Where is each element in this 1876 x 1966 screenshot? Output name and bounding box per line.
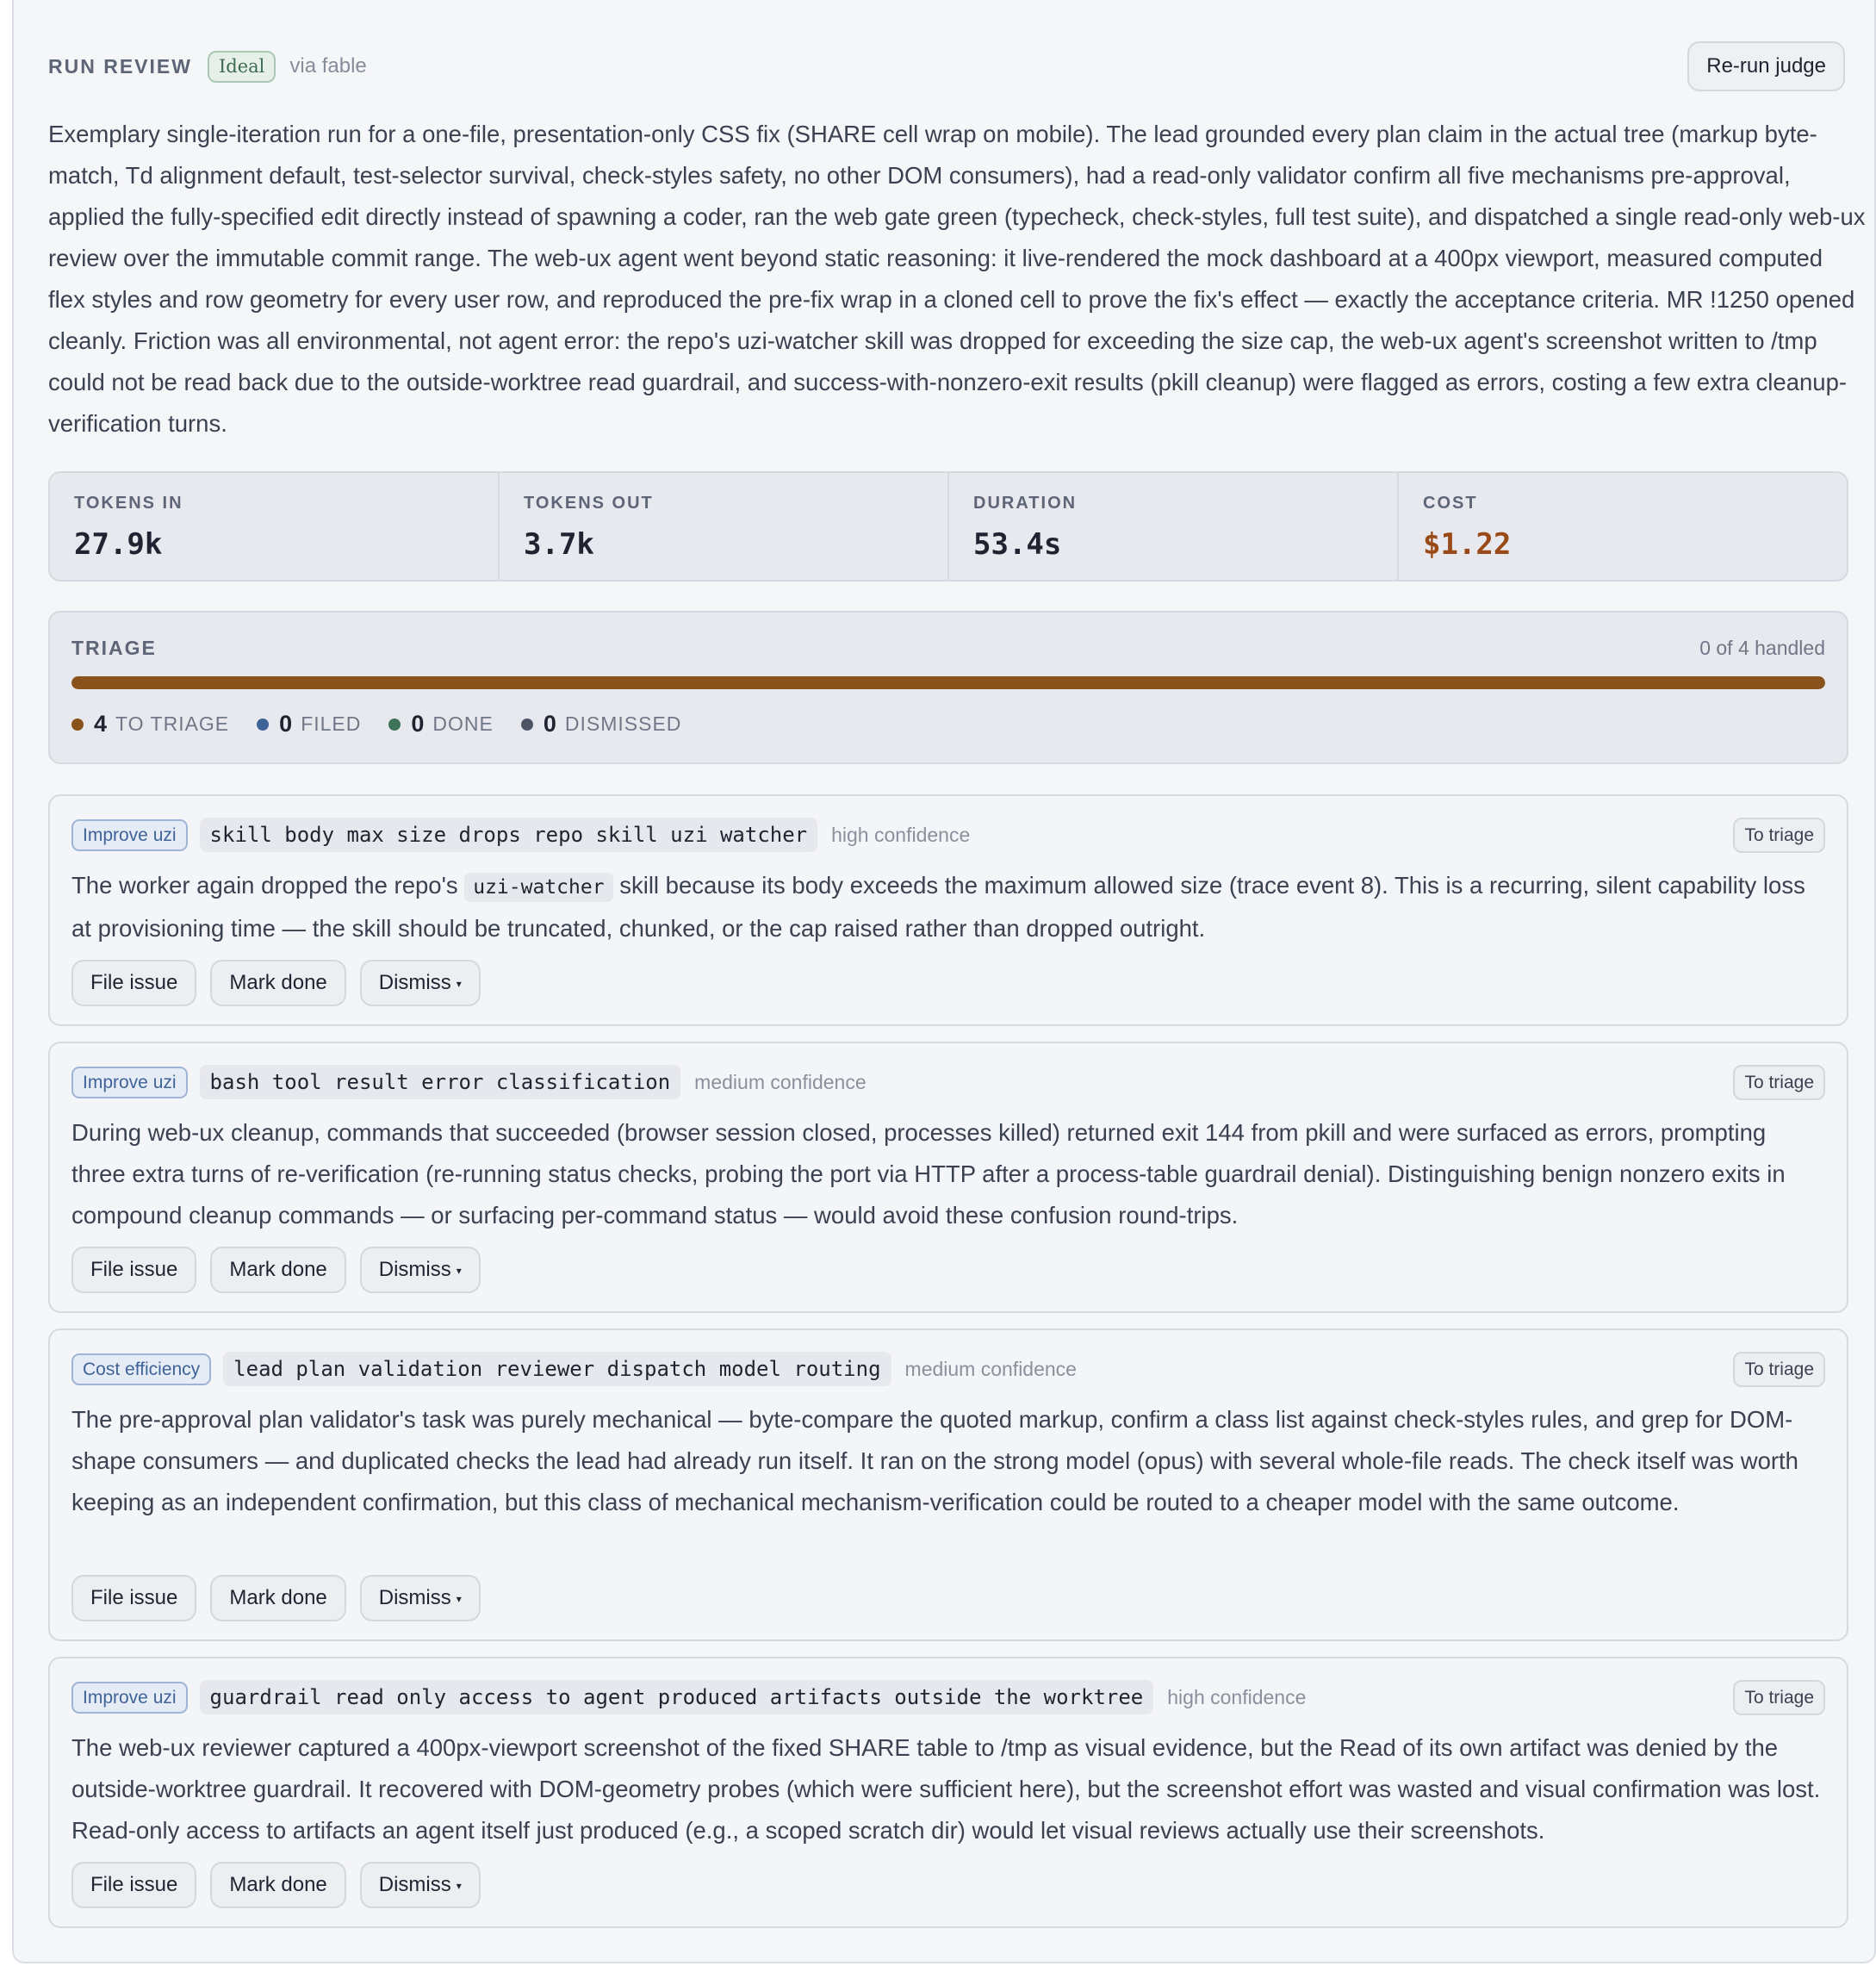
stat-tokens-out	[498, 473, 947, 580]
finding-category-tag: Cost efficiency	[71, 1353, 211, 1385]
triage-handled-count: 0 of 4 handled	[1699, 637, 1825, 659]
finding-status-badge: To triage	[1733, 1352, 1825, 1387]
finding-actions	[71, 1862, 481, 1908]
dismiss-button[interactable]	[360, 1862, 481, 1908]
stat-label: TOKENS OUT	[524, 494, 654, 513]
finding-category-tag: Improve uzi	[71, 1682, 188, 1714]
finding-slug: guardrail read only access to agent produced artifacts outside the worktree	[200, 1680, 1154, 1714]
finding-actions	[71, 960, 481, 1006]
rerun-judge-button[interactable]: Re-run judge	[1687, 41, 1845, 91]
file-issue-button[interactable]: File issue	[71, 1247, 196, 1293]
stat-value: 53.4s	[973, 527, 1062, 562]
finding-category-tag: Improve uzi	[71, 1067, 188, 1098]
page-title: RUN REVIEW	[48, 54, 192, 78]
finding-header	[71, 1349, 1825, 1389]
finding-status-badge: To triage	[1733, 1680, 1825, 1715]
finding-actions	[71, 1247, 481, 1293]
to-triage-dot-icon	[71, 719, 84, 731]
stat-duration	[947, 473, 1397, 580]
mark-done-button[interactable]: Mark done	[210, 1862, 345, 1908]
dismiss-label: Dismiss	[378, 971, 451, 994]
done-dot-icon	[388, 719, 401, 731]
finding-category-tag: Improve uzi	[71, 819, 188, 851]
triage-legend	[71, 711, 681, 737]
stat-label: TOKENS IN	[74, 494, 183, 513]
legend-label: TO TRIAGE	[115, 712, 230, 735]
legend-count: 4	[94, 711, 108, 737]
file-issue-button[interactable]: File issue	[71, 960, 196, 1006]
stat-value: $1.22	[1423, 527, 1512, 562]
review-header	[48, 45, 1845, 88]
mark-done-button[interactable]: Mark done	[210, 960, 345, 1006]
finding-confidence: medium confidence	[904, 1357, 1077, 1380]
filed-dot-icon	[257, 719, 269, 731]
finding-header	[71, 815, 1825, 855]
description-text: The worker again dropped the repo's	[71, 872, 465, 899]
triage-progress-bar	[71, 676, 1825, 689]
legend-to-triage	[71, 711, 229, 737]
finding-description: During web-ux cleanup, commands that succeeded (browser session closed, processes killed) returned exit 144 from pkill and were surfaced as errors, prompting three extra turns of re-verification (re-running status checks, probing the port via HTTP after a process-table guardrail denial). Distinguishing benign nonzero exits in compound cleanup commands — or surfacing per-command status — would avoid these confusion round-trips.	[71, 1119, 1786, 1229]
finding-description	[71, 865, 1825, 949]
finding-actions	[71, 1575, 481, 1621]
dismiss-label: Dismiss	[378, 1258, 451, 1281]
finding-header	[71, 1677, 1825, 1717]
finding-description: The web-ux reviewer captured a 400px-viewport screenshot of the fixed SHARE table to /tmp as visual evidence, but the Read of its own artifact was denied by the outside-worktree guardrail. It recovered with DOM-geometry probes (which were sufficient here), but the screenshot effort was wasted and visual confirmation was lost. Read-only access to artifacts an agent itself just produced (e.g., a scoped scratch dir) would let visual reviews actually use their screenshots.	[71, 1734, 1821, 1844]
dismissed-dot-icon	[521, 719, 533, 731]
mark-done-button[interactable]: Mark done	[210, 1247, 345, 1293]
triage-title: TRIAGE	[71, 637, 157, 659]
legend-label: DONE	[432, 712, 494, 735]
legend-count: 0	[279, 711, 293, 737]
stat-cost	[1397, 473, 1847, 580]
legend-done	[388, 711, 493, 737]
caret-down-icon: ▾	[456, 1264, 462, 1277]
stat-tokens-in	[50, 473, 498, 580]
dismiss-button[interactable]	[360, 960, 481, 1006]
finding-card	[48, 1328, 1848, 1641]
inline-code: uzi-watcher	[464, 873, 612, 902]
stat-label: COST	[1423, 494, 1478, 513]
finding-slug: skill body max size drops repo skill uzi watcher	[200, 818, 818, 852]
caret-down-icon: ▾	[456, 1879, 462, 1892]
dismiss-button[interactable]	[360, 1247, 481, 1293]
judge-source: via fable	[289, 54, 367, 78]
triage-progress-fill	[71, 676, 1825, 689]
verdict-badge: Ideal	[208, 51, 276, 83]
legend-filed	[257, 711, 361, 737]
run-review-panel	[12, 0, 1876, 1963]
stat-value: 3.7k	[524, 527, 594, 562]
caret-down-icon: ▾	[456, 1592, 462, 1605]
finding-description: The pre-approval plan validator's task was purely mechanical — byte-compare the quoted markup, confirm a class list against check-styles rules, and grep for DOM-shape consumers — and duplicated checks the lead had already run itself. It ran on the strong model (opus) with several whole-file reads. The check itself was worth keeping as an independent confirmation, but this class of mechanical mechanism-verification could be routed to a cheaper model with the same outcome.	[71, 1406, 1798, 1515]
review-summary: Exemplary single-iteration run for a one-file, presentation-only CSS fix (SHARE cell wrap on mobile). The lead grounded every plan claim in the actual tree (markup byte-match, Td alignment default, test-selector survival, check-styles safety, no other DOM consumers), had a read-only validator confirm all five mechanisms pre-approval, applied the fully-specified edit directly instead of spawning a coder, ran the web gate green (typecheck, check-styles, full test suite), and dispatched a single read-only web-ux review over the immutable commit range. The web-ux agent went beyond static reasoning: it live-rendered the mock dashboard at a 400px viewport, measured computed flex styles and row geometry for every user row, and reproduced the pre-fix wrap in a cloned cell to prove the fix's effect — exactly the acceptance criteria. MR !1250 opened cleanly. Friction was all environmental, not agent error: the repo's uzi-watcher skill was dropped for exceeding the size cap, the web-ux agent's screenshot written to /tmp could not be read back due to the outside-worktree read guardrail, and success-with-nonzero-exit results (pkill cleanup) were flagged as errors, costing a few extra cleanup-verification turns.	[48, 121, 1866, 437]
triage-summary	[48, 611, 1848, 764]
finding-slug: bash tool result error classification	[200, 1065, 681, 1099]
finding-card	[48, 1042, 1848, 1313]
description-text: skill because its body exceeds the maximum allowed size (trace event 8). This is a recurring, silent capability loss at provisioning time — the skill should be truncated, chunked, or the cap raised rather than dropped outright.	[71, 872, 1805, 942]
legend-label: FILED	[301, 712, 362, 735]
caret-down-icon: ▾	[456, 977, 462, 990]
legend-count: 0	[543, 711, 556, 737]
finding-slug: lead plan validation reviewer dispatch model routing	[223, 1352, 891, 1386]
legend-dismissed	[521, 711, 682, 737]
mark-done-button[interactable]: Mark done	[210, 1575, 345, 1621]
dismiss-label: Dismiss	[378, 1586, 451, 1609]
finding-confidence: medium confidence	[694, 1070, 867, 1093]
finding-confidence: high confidence	[1167, 1685, 1307, 1708]
stat-label: DURATION	[973, 494, 1078, 513]
finding-card	[48, 794, 1848, 1026]
finding-status-badge: To triage	[1733, 1065, 1825, 1100]
finding-header	[71, 1062, 1825, 1102]
finding-status-badge: To triage	[1733, 818, 1825, 853]
stat-value: 27.9k	[74, 527, 163, 562]
stats-bar	[48, 471, 1848, 582]
dismiss-button[interactable]	[360, 1575, 481, 1621]
dismiss-label: Dismiss	[378, 1873, 451, 1896]
finding-card	[48, 1657, 1848, 1928]
file-issue-button[interactable]: File issue	[71, 1575, 196, 1621]
file-issue-button[interactable]: File issue	[71, 1862, 196, 1908]
finding-confidence: high confidence	[831, 823, 971, 846]
legend-label: DISMISSED	[564, 712, 682, 735]
legend-count: 0	[411, 711, 425, 737]
